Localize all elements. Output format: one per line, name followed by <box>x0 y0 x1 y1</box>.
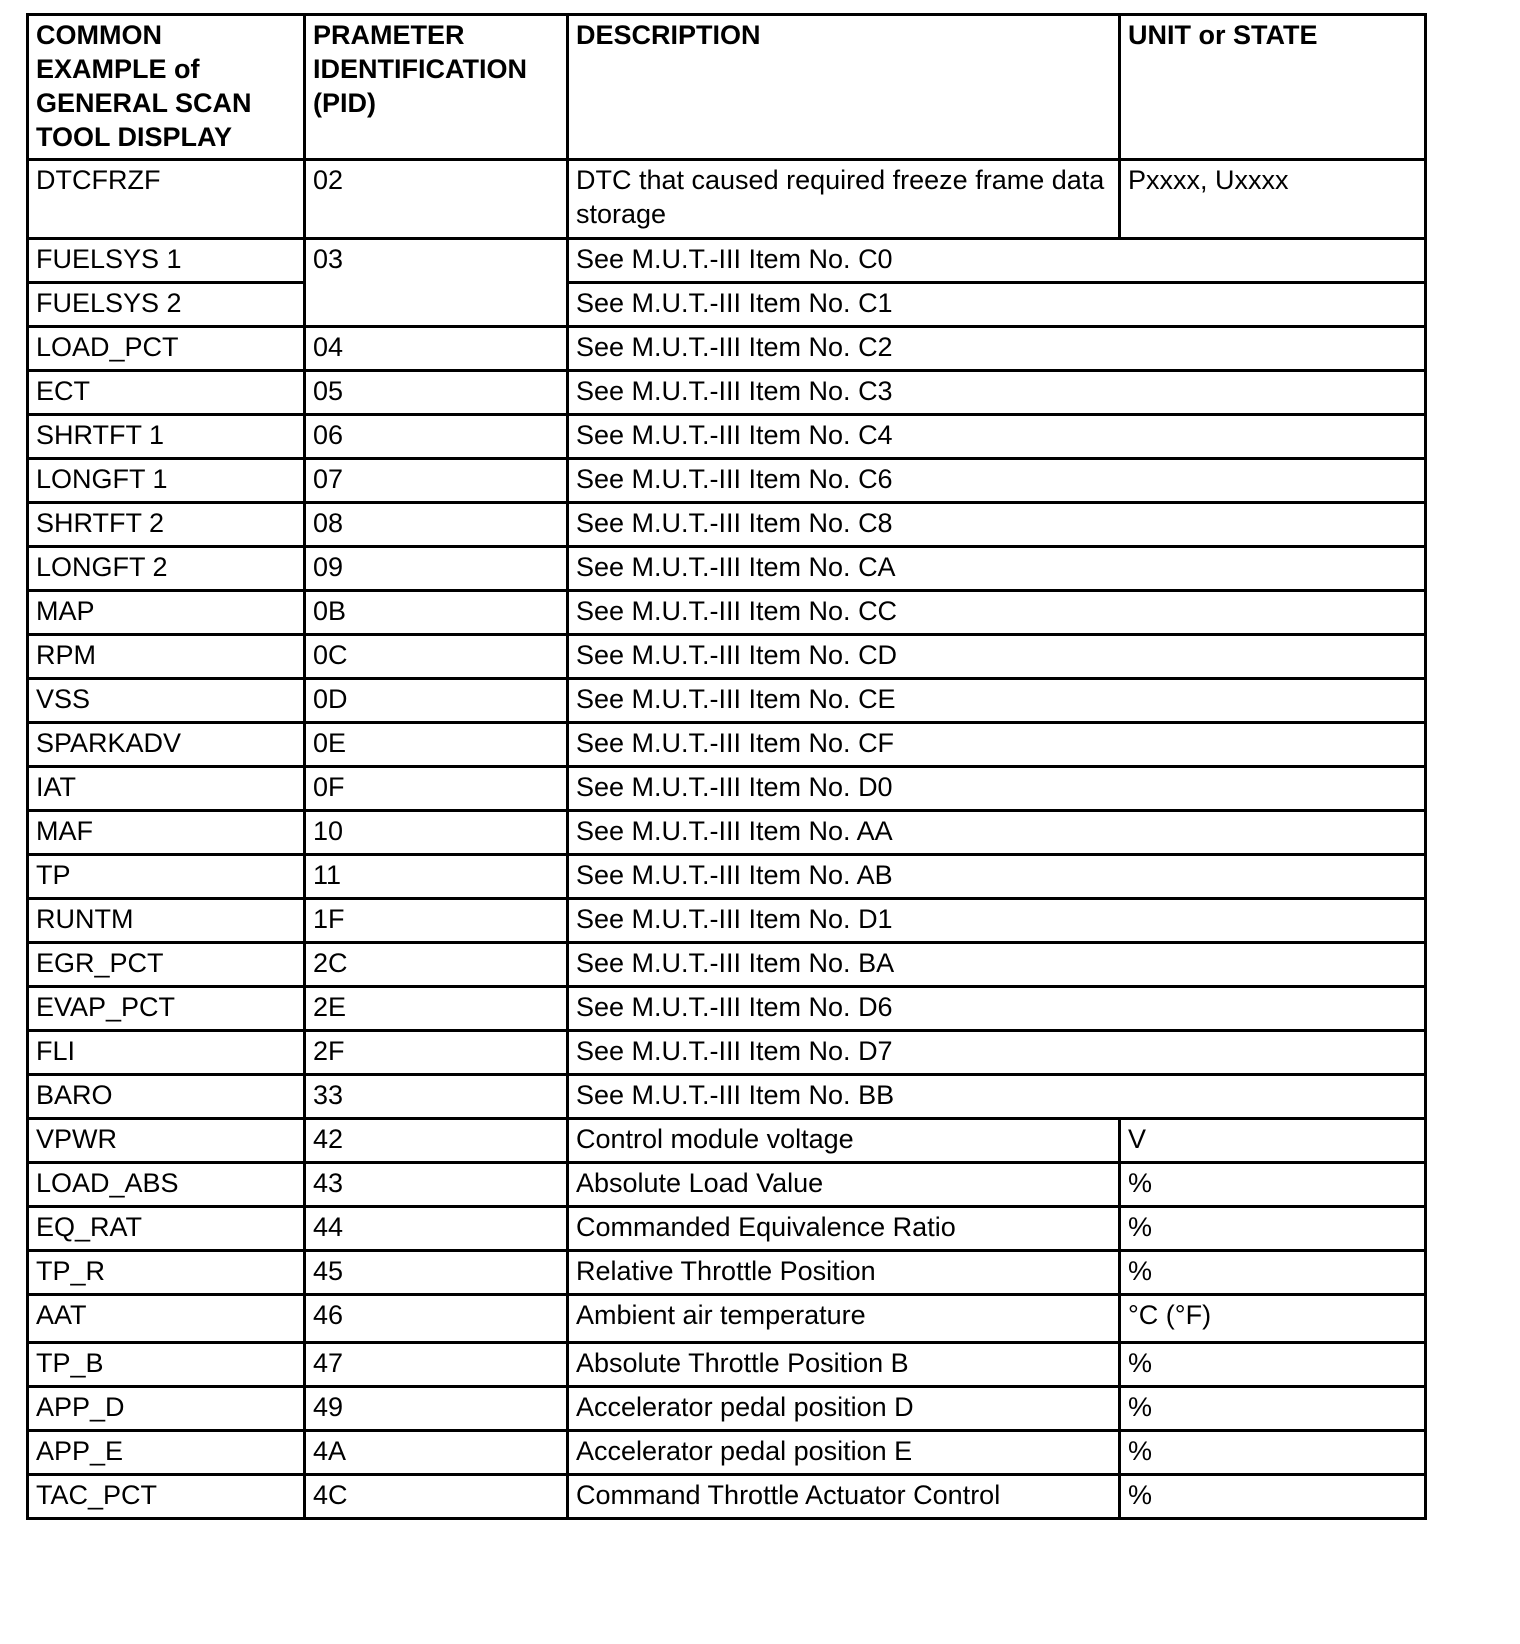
cell-description: Control module voltage <box>568 1119 1120 1163</box>
cell-display: VSS <box>28 679 305 723</box>
table-row <box>28 283 1426 327</box>
table-row <box>28 811 1426 855</box>
cell-pid: 0C <box>305 635 568 679</box>
cell-pid: 08 <box>305 503 568 547</box>
cell-description: See M.U.T.-III Item No. D0 <box>568 767 1426 811</box>
cell-display: APP_D <box>28 1387 305 1431</box>
cell-pid: 03 <box>305 239 568 327</box>
cell-pid: 2C <box>305 943 568 987</box>
cell-display: FUELSYS 1 <box>28 239 305 283</box>
cell-description: See M.U.T.-III Item No. BB <box>568 1075 1426 1119</box>
cell-pid: 43 <box>305 1163 568 1207</box>
cell-display: EQ_RAT <box>28 1207 305 1251</box>
cell-unit: °C (°F) <box>1120 1295 1426 1343</box>
cell-display: VPWR <box>28 1119 305 1163</box>
cell-description: See M.U.T.-III Item No. CF <box>568 723 1426 767</box>
cell-description: See M.U.T.-III Item No. CD <box>568 635 1426 679</box>
table-row <box>28 1207 1426 1251</box>
cell-display: SHRTFT 2 <box>28 503 305 547</box>
cell-pid: 33 <box>305 1075 568 1119</box>
cell-unit: % <box>1120 1343 1426 1387</box>
table-row <box>28 415 1426 459</box>
table-row <box>28 1163 1426 1207</box>
cell-description: See M.U.T.-III Item No. C3 <box>568 371 1426 415</box>
cell-pid: 0B <box>305 591 568 635</box>
cell-pid: 09 <box>305 547 568 591</box>
cell-display: FLI <box>28 1031 305 1075</box>
cell-pid: 47 <box>305 1343 568 1387</box>
table-row <box>28 459 1426 503</box>
cell-pid: 10 <box>305 811 568 855</box>
cell-pid: 2F <box>305 1031 568 1075</box>
cell-description: See M.U.T.-III Item No. C1 <box>568 283 1426 327</box>
cell-display: TAC_PCT <box>28 1475 305 1519</box>
table-row <box>28 855 1426 899</box>
cell-unit: Pxxxx, Uxxxx <box>1120 160 1426 239</box>
table-row <box>28 1119 1426 1163</box>
cell-display: LONGFT 2 <box>28 547 305 591</box>
table-row <box>28 635 1426 679</box>
cell-description: See M.U.T.-III Item No. D7 <box>568 1031 1426 1075</box>
cell-display: DTCFRZF <box>28 160 305 239</box>
table-row <box>28 160 1426 239</box>
cell-description: See M.U.T.-III Item No. AA <box>568 811 1426 855</box>
cell-display: MAP <box>28 591 305 635</box>
table-row <box>28 1031 1426 1075</box>
cell-display: APP_E <box>28 1431 305 1475</box>
cell-display: FUELSYS 2 <box>28 283 305 327</box>
cell-pid: 46 <box>305 1295 568 1343</box>
table-row <box>28 371 1426 415</box>
cell-pid: 42 <box>305 1119 568 1163</box>
cell-unit: % <box>1120 1207 1426 1251</box>
cell-display: BARO <box>28 1075 305 1119</box>
cell-display: SPARKADV <box>28 723 305 767</box>
table-row <box>28 1387 1426 1431</box>
cell-unit: % <box>1120 1431 1426 1475</box>
cell-description: See M.U.T.-III Item No. C2 <box>568 327 1426 371</box>
cell-display: EVAP_PCT <box>28 987 305 1031</box>
table-row <box>28 679 1426 723</box>
table-row <box>28 1251 1426 1295</box>
cell-description: See M.U.T.-III Item No. CA <box>568 547 1426 591</box>
table-row <box>28 239 1426 283</box>
header-unit-or-state: UNIT or STATE <box>1120 15 1426 160</box>
header-description: DESCRIPTION <box>568 15 1120 160</box>
cell-pid: 04 <box>305 327 568 371</box>
cell-description: See M.U.T.-III Item No. C4 <box>568 415 1426 459</box>
cell-pid: 4A <box>305 1431 568 1475</box>
table-row <box>28 1295 1426 1343</box>
header-scan-tool-display: COMMON EXAMPLE of GENERAL SCAN TOOL DISPLAY <box>28 15 305 160</box>
cell-pid: 0D <box>305 679 568 723</box>
cell-pid: 45 <box>305 1251 568 1295</box>
cell-display: LONGFT 1 <box>28 459 305 503</box>
cell-display: LOAD_PCT <box>28 327 305 371</box>
table-row <box>28 547 1426 591</box>
table-row <box>28 767 1426 811</box>
cell-description: DTC that caused required freeze frame data storage <box>568 160 1120 239</box>
cell-description: Relative Throttle Position <box>568 1251 1120 1295</box>
cell-display: EGR_PCT <box>28 943 305 987</box>
table-row <box>28 1431 1426 1475</box>
table-row <box>28 503 1426 547</box>
cell-display: MAF <box>28 811 305 855</box>
cell-pid: 07 <box>305 459 568 503</box>
cell-description: See M.U.T.-III Item No. BA <box>568 943 1426 987</box>
cell-pid: 2E <box>305 987 568 1031</box>
cell-description: Absolute Throttle Position B <box>568 1343 1120 1387</box>
cell-unit: % <box>1120 1387 1426 1431</box>
table-row <box>28 1075 1426 1119</box>
cell-description: See M.U.T.-III Item No. C0 <box>568 239 1426 283</box>
cell-pid: 02 <box>305 160 568 239</box>
table-row <box>28 899 1426 943</box>
cell-pid: 11 <box>305 855 568 899</box>
cell-display: TP <box>28 855 305 899</box>
cell-unit: % <box>1120 1251 1426 1295</box>
cell-unit: % <box>1120 1475 1426 1519</box>
cell-display: RPM <box>28 635 305 679</box>
cell-display: AAT <box>28 1295 305 1343</box>
cell-pid: 0F <box>305 767 568 811</box>
cell-pid: 06 <box>305 415 568 459</box>
cell-display: SHRTFT 1 <box>28 415 305 459</box>
cell-display: ECT <box>28 371 305 415</box>
table-row <box>28 723 1426 767</box>
table-row <box>28 987 1426 1031</box>
table-row <box>28 943 1426 987</box>
cell-display: LOAD_ABS <box>28 1163 305 1207</box>
cell-pid: 4C <box>305 1475 568 1519</box>
table-row <box>28 591 1426 635</box>
table-row <box>28 1475 1426 1519</box>
cell-description: See M.U.T.-III Item No. C6 <box>568 459 1426 503</box>
cell-description: See M.U.T.-III Item No. D6 <box>568 987 1426 1031</box>
cell-description: Command Throttle Actuator Control <box>568 1475 1120 1519</box>
table-row <box>28 1343 1426 1387</box>
table-header-row <box>28 15 1426 160</box>
cell-unit: % <box>1120 1163 1426 1207</box>
cell-description: See M.U.T.-III Item No. C8 <box>568 503 1426 547</box>
cell-unit: V <box>1120 1119 1426 1163</box>
header-pid: PRAMETER IDENTIFICATION (PID) <box>305 15 568 160</box>
cell-description: Ambient air temperature <box>568 1295 1120 1343</box>
table-row <box>28 327 1426 371</box>
cell-pid: 44 <box>305 1207 568 1251</box>
cell-pid: 0E <box>305 723 568 767</box>
cell-description: See M.U.T.-III Item No. AB <box>568 855 1426 899</box>
cell-description: See M.U.T.-III Item No. D1 <box>568 899 1426 943</box>
cell-display: TP_R <box>28 1251 305 1295</box>
cell-description: See M.U.T.-III Item No. CC <box>568 591 1426 635</box>
cell-description: See M.U.T.-III Item No. CE <box>568 679 1426 723</box>
cell-pid: 49 <box>305 1387 568 1431</box>
cell-display: IAT <box>28 767 305 811</box>
cell-pid: 05 <box>305 371 568 415</box>
cell-pid: 1F <box>305 899 568 943</box>
cell-description: Accelerator pedal position D <box>568 1387 1120 1431</box>
cell-display: TP_B <box>28 1343 305 1387</box>
cell-display: RUNTM <box>28 899 305 943</box>
cell-description: Commanded Equivalence Ratio <box>568 1207 1120 1251</box>
cell-description: Accelerator pedal position E <box>568 1431 1120 1475</box>
cell-description: Absolute Load Value <box>568 1163 1120 1207</box>
pid-reference-table <box>26 13 1427 1520</box>
